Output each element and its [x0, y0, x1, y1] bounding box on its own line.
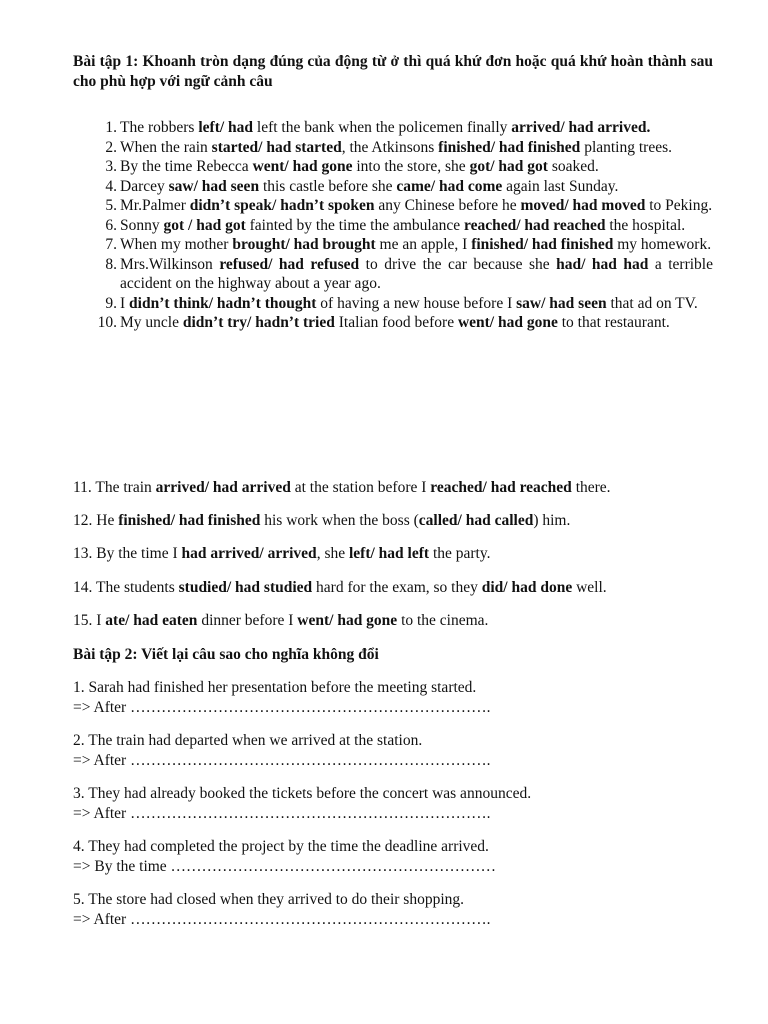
verb-choice: finished/ had finished: [118, 512, 261, 529]
sentence-text: By the time Rebecca: [120, 158, 253, 175]
answer-prompt[interactable]: => After …………………………………………………………….: [73, 804, 491, 822]
verb-choice: reached/ had reached: [463, 216, 606, 234]
list-item: [73, 544, 713, 564]
sentence-text: his work when the boss (: [260, 512, 419, 529]
sentence-text: , she: [316, 545, 349, 562]
sentence-text: 15. I: [73, 612, 106, 629]
sentence-text: dinner before I: [197, 612, 298, 629]
exercise-1-list: [73, 118, 713, 333]
sentence-text: When the rain: [120, 138, 212, 156]
list-item: [73, 255, 713, 294]
item-number: 9.: [105, 294, 117, 312]
sentence-text: the hospital.: [605, 216, 686, 234]
list-item: [73, 478, 713, 498]
verb-choice: did/ had done: [481, 579, 573, 596]
verb-choice: brought/ had brought: [232, 236, 376, 253]
answer-prompt[interactable]: => After …………………………………………………………….: [73, 698, 491, 716]
list-item: [73, 511, 713, 531]
item-number: 10.: [97, 314, 117, 331]
sentence-text: me an apple, I: [375, 236, 472, 253]
list-item: [73, 177, 713, 197]
verb-choice: ate/ had eaten: [105, 612, 198, 629]
sentence-text: my homework.: [613, 236, 712, 253]
item-number: 6.: [105, 216, 117, 234]
list-item: [73, 138, 713, 158]
sentence-text: at the station before I: [290, 479, 431, 496]
verb-choice: arrived/ had arrived.: [511, 119, 651, 136]
item-number: 3.: [105, 158, 117, 175]
exercise-1-title: Bài tập 1: Khoanh tròn dạng đúng của động từ ở thì quá khứ đơn hoặc quá khứ hoàn thành sau cho phù hợp với ngữ cảnh câu: [73, 53, 713, 90]
list-item: [73, 216, 713, 236]
verb-choice: saw/ had seen: [516, 294, 607, 312]
verb-choice: finished/ had finished: [438, 138, 581, 156]
item-number: 2.: [105, 138, 117, 156]
sentence-text: the party.: [429, 545, 491, 562]
rewrite-item: [73, 890, 713, 929]
sentence-text: Mr.Palmer: [120, 197, 190, 214]
sentence-text: there.: [571, 479, 611, 496]
original-sentence: 3. They had already booked the tickets before the concert was announced.: [73, 785, 532, 802]
verb-choice: called/ had called: [418, 512, 534, 529]
verb-choice: had/ had had: [556, 255, 649, 273]
list-item: [73, 313, 713, 333]
verb-choice: reached/ had reached: [430, 479, 572, 496]
sentence-text: to that restaurant.: [557, 314, 670, 331]
answer-prompt[interactable]: => After …………………………………………………………….: [73, 910, 491, 928]
sentence-text: 14. The students: [73, 579, 179, 596]
sentence-text: a terrible accident on the highway about a year ago.: [120, 255, 713, 292]
verb-choice: came/ had come: [396, 177, 503, 195]
rewrite-item: [73, 837, 713, 876]
verb-choice: moved/ had moved: [520, 197, 646, 214]
list-item: [73, 578, 713, 598]
item-number: 1.: [105, 119, 117, 136]
sentence-text: Darcey: [120, 177, 169, 195]
sentence-text: fainted by the time the ambulance: [245, 216, 464, 234]
verb-choice: studied/ had studied: [178, 579, 313, 596]
verb-choice: went/ had gone: [457, 314, 558, 331]
verb-choice: didn’t think/ hadn’t thought: [129, 294, 317, 312]
sentence-text: 11. The train: [73, 479, 156, 496]
sentence-text: Italian food before: [334, 314, 458, 331]
sentence-text: hard for the exam, so they: [312, 579, 482, 596]
original-sentence: 5. The store had closed when they arrived to do their shopping.: [73, 891, 464, 908]
rewrite-item: [73, 678, 713, 717]
rewrite-item: [73, 784, 713, 823]
sentence-text: soaked.: [547, 158, 599, 175]
sentence-text: again last Sunday.: [502, 177, 619, 195]
verb-choice: arrived/ had arrived: [155, 479, 291, 496]
sentence-text: into the store, she: [352, 158, 470, 175]
sentence-text: 12. He: [73, 512, 119, 529]
verb-choice: finished/ had finished: [471, 236, 614, 253]
sentence-text: to the cinema.: [397, 612, 489, 629]
item-number: 7.: [105, 236, 117, 253]
sentence-text: planting trees.: [580, 138, 672, 156]
rewrite-item: [73, 731, 713, 770]
sentence-text: well.: [572, 579, 607, 596]
original-sentence: 1. Sarah had finished her presentation before the meeting started.: [73, 679, 477, 696]
verb-choice: refused/ had refused: [219, 255, 360, 273]
list-item: [73, 118, 713, 138]
answer-prompt[interactable]: => After …………………………………………………………….: [73, 751, 491, 769]
verb-choice: went/ had gone: [297, 612, 398, 629]
list-item: [73, 235, 713, 255]
sentence-text: Mrs.Wilkinson: [120, 255, 220, 273]
item-number: 8.: [105, 255, 117, 273]
sentence-text: , the Atkinsons: [341, 138, 439, 156]
exercise-2-title: Bài tập 2: Viết lại câu sao cho nghĩa không đổi: [73, 646, 379, 663]
verb-choice: left/ had: [198, 119, 254, 136]
verb-choice: didn’t try/ hadn’t tried: [182, 314, 335, 331]
item-number: 4.: [105, 177, 117, 195]
verb-choice: got/ had got: [469, 158, 548, 175]
verb-choice: left/ had left: [348, 545, 430, 562]
verb-choice: got / had got: [163, 216, 246, 234]
sentence-text: ) him.: [533, 512, 571, 529]
worksheet-page: [73, 52, 713, 928]
verb-choice: had arrived/ arrived: [181, 545, 317, 562]
list-item: [73, 294, 713, 314]
list-item: [73, 611, 713, 631]
verb-choice: saw/ had seen: [168, 177, 260, 195]
original-sentence: 2. The train had departed when we arrived at the station.: [73, 732, 423, 749]
original-sentence: 4. They had completed the project by the time the deadline arrived.: [73, 838, 489, 855]
sentence-text: that ad on TV.: [606, 294, 698, 312]
sentence-text: this castle before she: [259, 177, 397, 195]
sentence-text: When my mother: [120, 236, 233, 253]
sentence-text: I: [120, 294, 130, 312]
sentence-text: of having a new house before I: [316, 294, 517, 312]
verb-choice: didn’t speak/ hadn’t spoken: [189, 197, 375, 214]
answer-prompt[interactable]: => By the time ………………………………………………………: [73, 857, 497, 875]
verb-choice: started/ had started: [211, 138, 342, 156]
sentence-text: The robbers: [120, 119, 199, 136]
sentence-text: any Chinese before he: [374, 197, 521, 214]
sentence-text: 13. By the time I: [73, 545, 182, 562]
sentence-text: Sonny: [120, 216, 164, 234]
sentence-text: to Peking.: [645, 197, 713, 214]
list-item: [73, 196, 713, 216]
verb-choice: went/ had gone: [252, 158, 353, 175]
sentence-text: left the bank when the policemen finally: [253, 119, 512, 136]
item-number: 5.: [105, 197, 117, 214]
sentence-text: My uncle: [120, 314, 183, 331]
list-item: [73, 157, 713, 177]
sentence-text: to drive the car because she: [359, 255, 557, 273]
